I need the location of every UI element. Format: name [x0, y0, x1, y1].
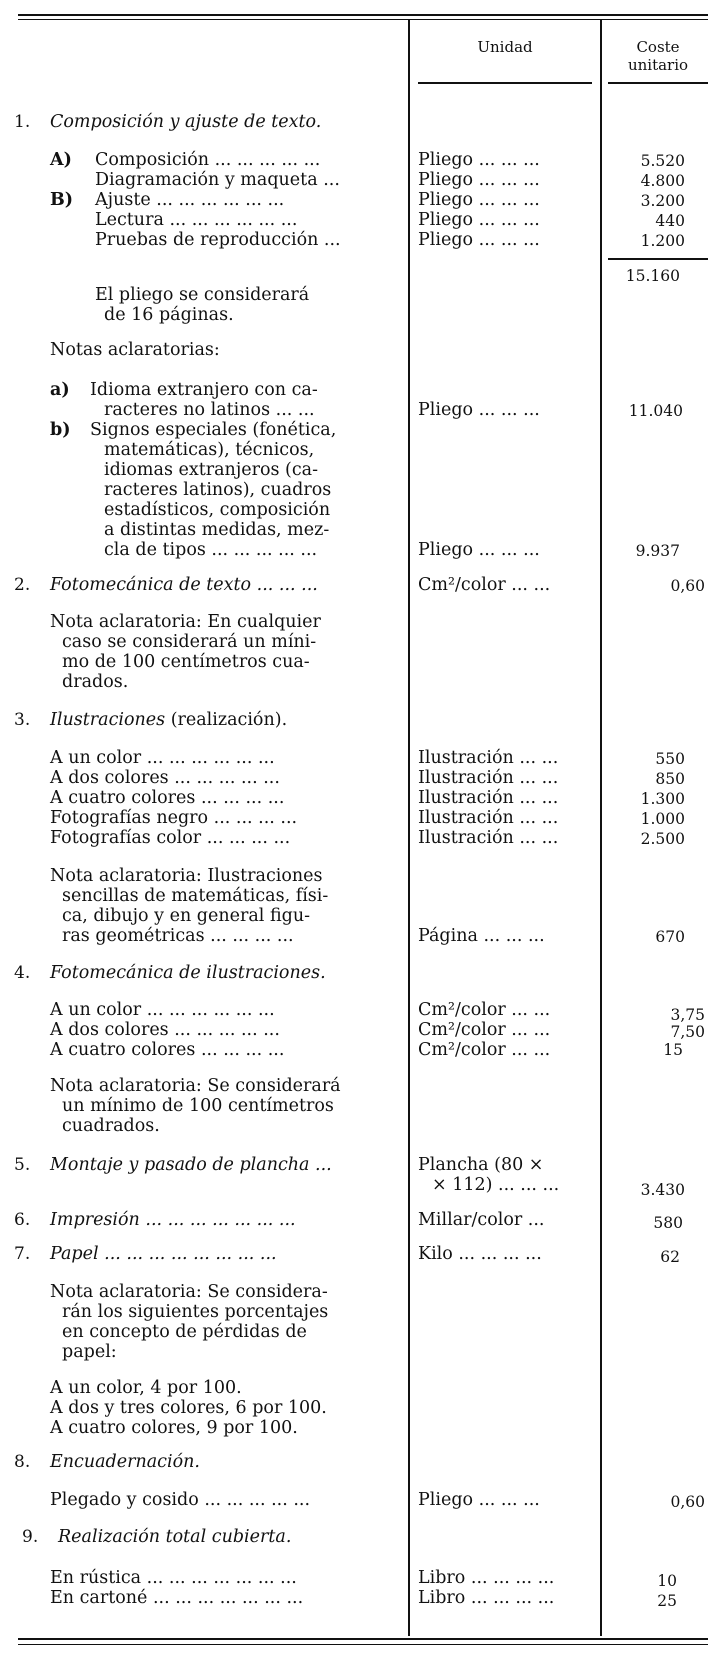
s4-item-name: A un color ... ... ... ... ... ...	[50, 1000, 275, 1020]
pliego-note-line1: El pliego se considerará	[95, 285, 310, 305]
s1-item-unit: Pliego ... ... ...	[418, 230, 540, 250]
section-4-number: 4.	[14, 963, 31, 983]
section-6-number: 6.	[14, 1210, 31, 1230]
top-rule-2	[18, 19, 708, 20]
section-7-note-line: rán los siguientes porcentajes	[62, 1302, 329, 1322]
s3-item-name: Fotografías negro ... ... ... ...	[50, 808, 298, 828]
s4-item-name: A dos colores ... ... ... ... ...	[50, 1020, 280, 1040]
section-6-unit: Millar/color ...	[418, 1210, 545, 1230]
note-b-line: racteres latinos), cuadros	[104, 480, 332, 500]
s1-item-unit: Pliego ... ... ...	[418, 210, 540, 230]
section-6-value: 580	[653, 1214, 683, 1232]
s1-item-unit: Pliego ... ... ...	[418, 170, 540, 190]
s1-item-value: 4.800	[640, 172, 685, 190]
note-b-line: idiomas extranjeros (ca-	[104, 460, 319, 480]
unidad-underline	[418, 82, 592, 84]
note-b-value: 9.937	[635, 542, 680, 560]
s3-item-unit: Ilustración ... ...	[418, 828, 559, 848]
note-b-line: Signos especiales (fonética,	[90, 420, 337, 440]
s1-item-name: Lectura ... ... ... ... ... ...	[95, 210, 298, 230]
section-8-value: 0,60	[670, 1493, 705, 1511]
section-9-title: Realización total cubierta.	[58, 1527, 292, 1547]
note-b-unit: Pliego ... ... ...	[418, 540, 540, 560]
section-3-title-italic: Ilustraciones	[50, 710, 166, 730]
section-3-note-line: ca, dibujo y en general figu-	[62, 906, 310, 926]
s1-item-value: 440	[655, 212, 685, 230]
s4-item-value: 3,75	[670, 1006, 705, 1024]
section-4-note-line: un mínimo de 100 centímetros	[62, 1096, 334, 1116]
section-2-unit: Cm²/color ... ...	[418, 575, 551, 595]
header-coste-line2: unitario	[627, 56, 689, 74]
note-a-label: a)	[50, 380, 70, 400]
section-6-title: Impresión ... ... ... ... ... ... ...	[50, 1210, 296, 1230]
section-2-note-line: Nota aclaratoria: En cualquier	[50, 612, 321, 632]
s3-item-value: 850	[655, 770, 685, 788]
note-b-line: estadísticos, composición	[104, 500, 331, 520]
label-b: B)	[50, 190, 74, 210]
s3-item-name: A cuatro colores ... ... ... ...	[50, 788, 285, 808]
note-b-line: a distintas medidas, mez-	[104, 520, 330, 540]
s4-item-value: 15	[663, 1041, 683, 1059]
section-3-note-line: Nota aclaratoria: Ilustraciones	[50, 866, 323, 886]
s3-item-name: Fotografías color ... ... ... ...	[50, 828, 291, 848]
header-unidad: Unidad	[477, 38, 533, 56]
note-a-line: racteres no latinos ... ...	[104, 400, 315, 420]
section-9-number: 9.	[22, 1527, 39, 1547]
s4-item-value: 7,50	[670, 1023, 705, 1041]
section-7-value: 62	[660, 1248, 680, 1266]
s1-item-unit: Pliego ... ... ...	[418, 150, 540, 170]
section-3-title-rest: (realización).	[165, 710, 288, 730]
s3-item-unit: Ilustración ... ...	[418, 788, 559, 808]
section-4-note-line: Nota aclaratoria: Se considerará	[50, 1076, 341, 1096]
column-divider-2	[600, 20, 602, 1636]
section-2-value: 0,60	[670, 577, 705, 595]
section-5-title: Montaje y pasado de plancha ...	[50, 1155, 332, 1175]
s3-item-unit: Ilustración ... ...	[418, 748, 559, 768]
s3-item-unit: Ilustración ... ...	[418, 808, 559, 828]
note-b-line: matemáticas), técnicos,	[104, 440, 315, 460]
section-7-pct-line: A un color, 4 por 100.	[50, 1378, 242, 1398]
s1-item-name: Composición ... ... ... ... ...	[95, 150, 321, 170]
section-3-title	[50, 710, 287, 730]
s3-item-value: 550	[655, 750, 685, 768]
s4-item-name: A cuatro colores ... ... ... ...	[50, 1040, 285, 1060]
section-8-title: Encuadernación.	[50, 1452, 200, 1472]
s3-item-value: 1.000	[640, 810, 685, 828]
s1-subtotal: 15.160	[625, 267, 680, 285]
bottom-rule-2	[18, 1644, 708, 1645]
s3-item-value: 2.500	[640, 830, 685, 848]
label-a: A)	[50, 150, 72, 170]
section-1-title: Composición y ajuste de texto.	[50, 112, 322, 132]
header-coste	[608, 38, 708, 74]
notas-heading: Notas aclaratorias:	[50, 340, 220, 360]
section-7-unit: Kilo ... ... ... ...	[418, 1244, 542, 1264]
column-divider-1	[408, 20, 410, 1636]
section-5-number: 5.	[14, 1155, 31, 1175]
s1-item-value: 3.200	[640, 192, 685, 210]
s1-item-name: Diagramación y maqueta ...	[95, 170, 340, 190]
s1-item-value: 1.200	[640, 232, 685, 250]
s1-item-name: Pruebas de reproducción ...	[95, 230, 341, 250]
section-3-note-unit: Página ... ... ...	[418, 926, 545, 946]
section-7-pct-line: A dos y tres colores, 6 por 100.	[50, 1398, 327, 1418]
section-3-note-line: ras geométricas ... ... ... ...	[62, 926, 294, 946]
s4-item-unit: Cm²/color ... ...	[418, 1040, 551, 1060]
section-7-note-line: en concepto de pérdidas de	[62, 1322, 307, 1342]
s1-item-unit: Pliego ... ... ...	[418, 190, 540, 210]
note-a-value: 11.040	[628, 402, 683, 420]
s9-item-unit: Libro ... ... ... ...	[418, 1588, 555, 1608]
section-2-number: 2.	[14, 575, 31, 595]
bottom-rule	[18, 1638, 708, 1640]
s4-item-unit: Cm²/color ... ...	[418, 1020, 551, 1040]
top-rule	[18, 14, 708, 16]
s9-item-value: 25	[657, 1592, 677, 1610]
note-b-line: cla de tipos ... ... ... ... ...	[104, 540, 318, 560]
section-7-number: 7.	[14, 1244, 31, 1264]
section-7-note-line: papel:	[62, 1342, 117, 1362]
section-5-value: 3.430	[640, 1181, 685, 1199]
section-4-note-line: cuadrados.	[62, 1116, 160, 1136]
s9-item-name: En cartoné ... ... ... ... ... ... ...	[50, 1588, 304, 1608]
s9-item-value: 10	[657, 1572, 677, 1590]
section-2-note-line: caso se considerará un míni-	[62, 632, 317, 652]
s9-item-name: En rústica ... ... ... ... ... ... ...	[50, 1568, 297, 1588]
section-2-title: Fotomecánica de texto ... ... ...	[50, 575, 318, 595]
section-7-title: Papel ... ... ... ... ... ... ... ...	[50, 1244, 277, 1264]
section-4-title: Fotomecánica de ilustraciones.	[50, 963, 326, 983]
section-2-note-line: mo de 100 centímetros cua-	[62, 652, 310, 672]
note-a-unit: Pliego ... ... ...	[418, 400, 540, 420]
s9-item-unit: Libro ... ... ... ...	[418, 1568, 555, 1588]
section-3-number: 3.	[14, 710, 31, 730]
s3-item-value: 1.300	[640, 790, 685, 808]
section-5-unit-line1: Plancha (80 ×	[418, 1155, 544, 1175]
section-5-unit-line2: × 112) ... ... ...	[432, 1175, 560, 1195]
section-7-note-line: Nota aclaratoria: Se considera-	[50, 1282, 328, 1302]
pliego-note-line2: de 16 páginas.	[104, 305, 234, 325]
section-8-unit: Pliego ... ... ...	[418, 1490, 540, 1510]
section-8-item: Plegado y cosido ... ... ... ... ...	[50, 1490, 311, 1510]
section-3-note-value: 670	[655, 928, 685, 946]
s4-item-unit: Cm²/color ... ...	[418, 1000, 551, 1020]
section-7-pct-line: A cuatro colores, 9 por 100.	[50, 1418, 298, 1438]
header-coste-line1: Coste	[636, 38, 680, 56]
section-8-number: 8.	[14, 1452, 31, 1472]
s3-item-name: A dos colores ... ... ... ... ...	[50, 768, 280, 788]
section-3-note-line: sencillas de matemáticas, físi-	[62, 886, 329, 906]
s3-item-name: A un color ... ... ... ... ... ...	[50, 748, 275, 768]
s1-item-name: Ajuste ... ... ... ... ... ...	[95, 190, 285, 210]
subtotal-rule	[608, 258, 708, 260]
section-2-note-line: drados.	[62, 672, 129, 692]
s1-item-value: 5.520	[640, 152, 685, 170]
note-b-label: b)	[50, 420, 71, 440]
coste-underline	[608, 82, 708, 84]
section-1-number: 1.	[14, 112, 31, 132]
note-a-line: Idioma extranjero con ca-	[90, 380, 318, 400]
s3-item-unit: Ilustración ... ...	[418, 768, 559, 788]
